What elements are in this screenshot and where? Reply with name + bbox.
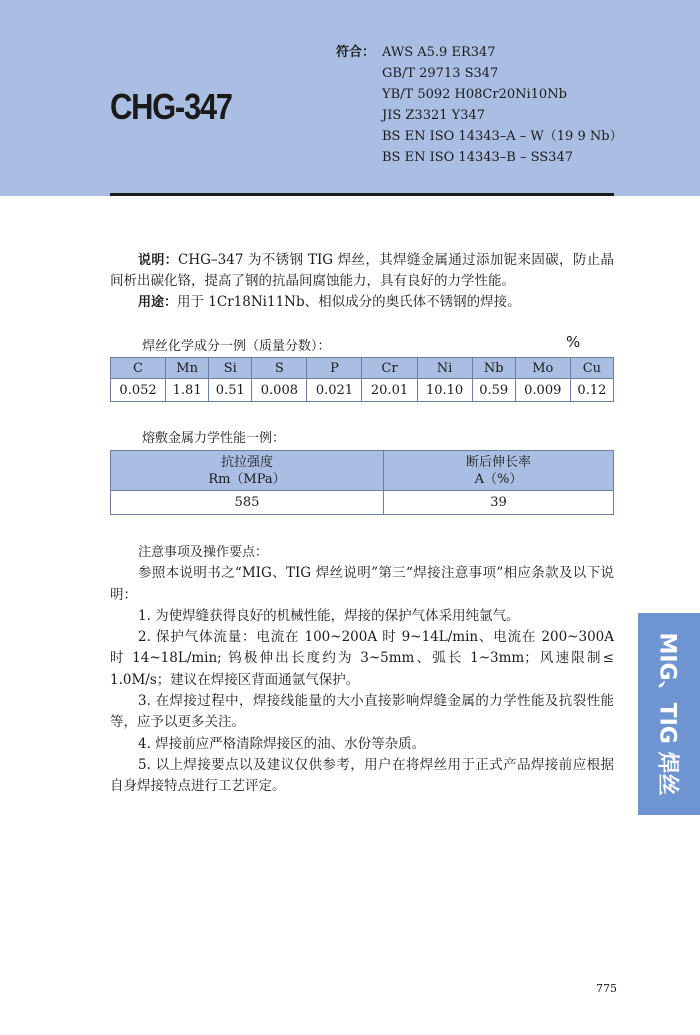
table-header-cell: P <box>307 358 362 379</box>
standard-item: YB/T 5092 H08Cr20Ni10Nb <box>382 87 567 102</box>
table-header-cell: Nb <box>472 358 515 379</box>
header-divider <box>110 193 614 196</box>
description-label: 说明： <box>138 253 178 268</box>
header-line: 断后伸长率 <box>465 454 531 470</box>
chemical-table <box>110 357 614 402</box>
page-number: 775 <box>596 982 617 995</box>
table-header-cell: Cu <box>570 358 613 379</box>
note-item: 5. 以上焊接要点以及建议仅供参考，用户在将焊丝用于正式产品焊接前应根据自身焊接特点进行工艺评定。 <box>110 756 614 795</box>
table-header-cell: Cr <box>362 358 417 379</box>
note-item: 4. 焊接前应严格清除焊接区的油、水份等杂质。 <box>138 735 426 752</box>
standard-item: JIS Z3321 Y347 <box>382 108 486 123</box>
chemical-header-row <box>111 358 614 379</box>
chemical-unit: % <box>566 333 581 351</box>
table-header-cell: S <box>252 358 307 379</box>
chemical-title: 焊丝化学成分一例（质量分数）： <box>142 339 331 354</box>
table-header-cell: Ni <box>417 358 472 379</box>
table-header-cell: C <box>111 358 166 379</box>
table-cell: 0.021 <box>307 379 362 402</box>
table-cell: 0.052 <box>111 379 166 402</box>
table-cell: 20.01 <box>362 379 417 402</box>
table-header-cell <box>111 451 384 491</box>
note-item: 2. 保护气体流量：电流在 100~200A 时 9~14L/min、电流在 200~300A 时 14~18L/min; 钨极伸出长度约为 3~5mm、弧长 1~3mm；风速限制≤ 1.0M/s；建议在焊接区背面通氩气保护。 <box>110 629 614 688</box>
table-cell: 585 <box>111 491 384 515</box>
notes-intro: 参照本说明书之“MIG、TIG 焊丝说明”第三“焊接注意事项”相应条款及以下说明： <box>110 565 614 603</box>
header-line: A（%） <box>474 471 523 487</box>
table-header-cell: Mn <box>166 358 209 379</box>
header-line: Rm（MPa） <box>208 471 286 487</box>
mechanical-title: 熔敷金属力学性能一例： <box>142 431 286 446</box>
standards-label: 符合： <box>336 45 376 60</box>
note-item: 1. 为使焊缝获得良好的机械性能，焊接的保护气体采用纯氩气。 <box>138 607 520 624</box>
description-section <box>110 250 614 313</box>
notes-section <box>110 542 614 798</box>
table-cell: 0.009 <box>515 379 570 402</box>
table-cell: 39 <box>383 491 613 515</box>
mechanical-value-row <box>111 491 614 515</box>
table-header-cell <box>383 451 613 491</box>
usage-text: 用于 1Cr18Ni11Nb、相似成分的奥氏体不锈钢的焊接。 <box>177 294 521 310</box>
standards-list <box>382 42 623 168</box>
note-item: 3. 在焊接过程中，焊接线能量的大小直接影响焊缝金属的力学性能及抗裂性能等，应予以更多关注。 <box>110 693 614 731</box>
header-line: 抗拉强度 <box>220 454 273 470</box>
usage-paragraph <box>110 292 614 313</box>
product-code: CHG-347 <box>110 86 232 127</box>
standard-item: AWS A5.9 ER347 <box>382 45 496 60</box>
table-cell: 0.59 <box>472 379 515 402</box>
table-header-cell: Si <box>209 358 252 379</box>
side-tab-label: MIG、TIG 焊丝 <box>654 632 680 796</box>
table-header-cell: Mo <box>515 358 570 379</box>
description-text: CHG–347 为不锈钢 TIG 焊丝，其焊缝金属通过添加铌来固碳，防止晶间析出碳化铬，提高了钢的抗晶间腐蚀能力，具有良好的力学性能。 <box>110 252 614 289</box>
table-cell: 0.51 <box>209 379 252 402</box>
notes-title: 注意事项及操作要点： <box>138 545 269 560</box>
standards-block <box>336 42 623 168</box>
standard-item: BS EN ISO 14343–B – SS347 <box>382 150 573 165</box>
mechanical-table <box>110 450 614 515</box>
mechanical-header-row <box>111 451 614 491</box>
standard-item: BS EN ISO 14343–A – W（19 9 Nb） <box>382 129 623 144</box>
standard-item: GB/T 29713 S347 <box>382 66 499 81</box>
table-cell: 0.008 <box>252 379 307 402</box>
table-cell: 0.12 <box>570 379 613 402</box>
chemical-value-row <box>111 379 614 402</box>
table-cell: 1.81 <box>166 379 209 402</box>
usage-label: 用途： <box>138 295 178 310</box>
description-paragraph <box>110 250 614 292</box>
table-cell: 10.10 <box>417 379 472 402</box>
